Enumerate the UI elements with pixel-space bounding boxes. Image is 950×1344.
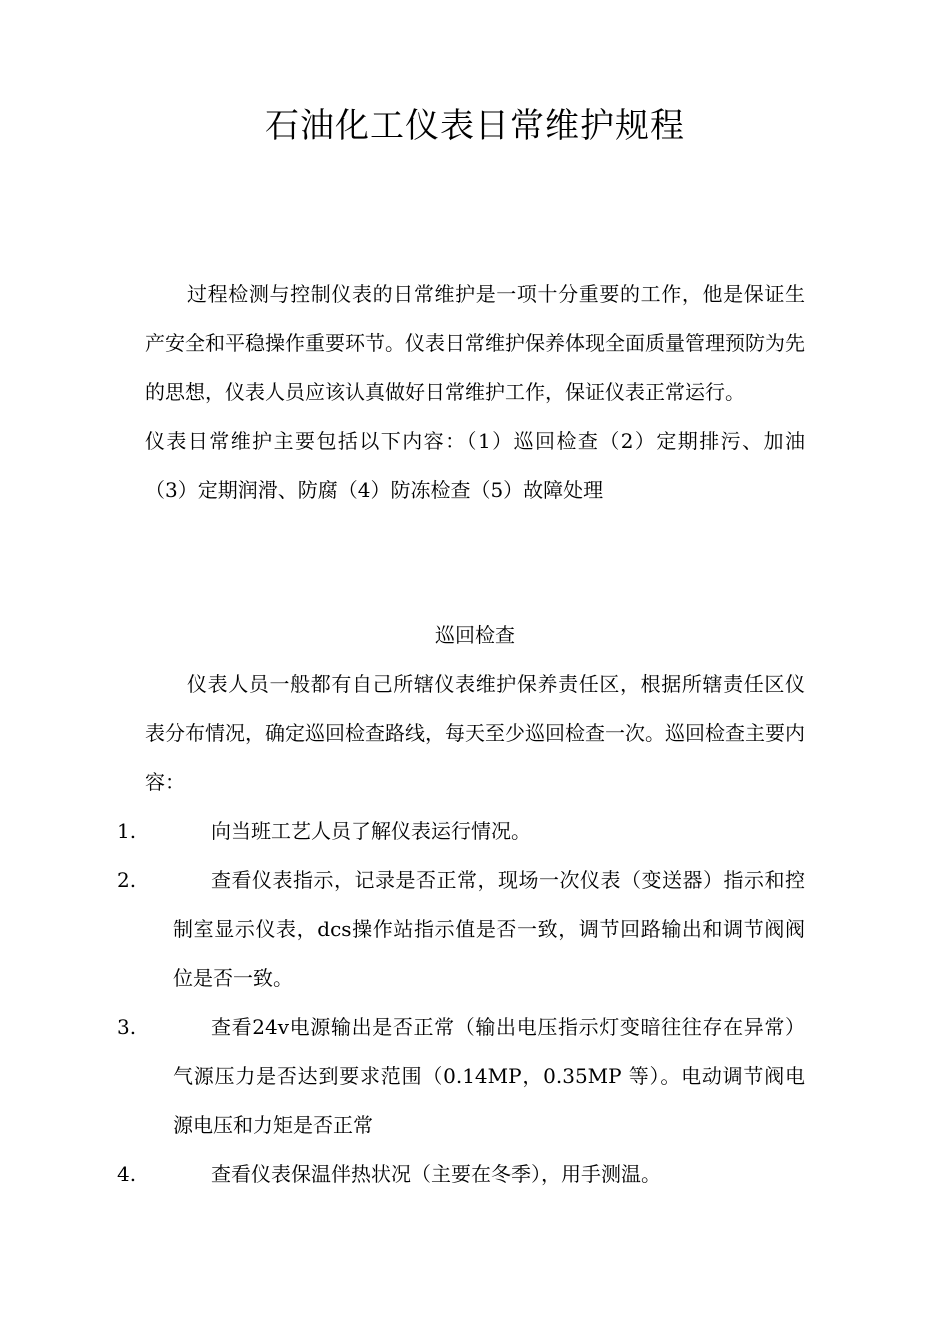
document-title: 石油化工仪表日常维护规程 (265, 106, 685, 146)
inspection-list (117, 807, 805, 1199)
list-text: 查看仪表指示，记录是否正常，现场一次仪表（变送器）指示和控制室显示仪表，dcs操作站指示值是否一致，调节回路输出和调节阀阀位是否一致。 (173, 868, 805, 990)
patrol-section (117, 611, 805, 1199)
contents-paragraph: 仪表日常维护主要包括以下内容：（1）巡回检查（2）定期排污、加油 （3）定期润滑、防腐（4）防冻检查（5）故障处理 (145, 429, 805, 502)
list-number: 2. (117, 868, 137, 892)
section-heading: 巡回检查 (435, 623, 515, 647)
intro-block (145, 270, 805, 515)
list-item (117, 856, 805, 1003)
list-item (117, 1003, 805, 1150)
list-item (117, 1150, 805, 1199)
list-number: 4. (117, 1162, 137, 1186)
list-text: 向当班工艺人员了解仪表运行情况。 (211, 819, 531, 843)
list-number: 1. (117, 819, 137, 843)
list-item (117, 807, 805, 856)
list-number: 3. (117, 1015, 137, 1039)
list-text: 查看仪表保温伴热状况（主要在冬季），用手测温。 (211, 1162, 661, 1186)
intro-paragraph: 过程检测与控制仪表的日常维护是一项十分重要的工作，他是保证生产安全和平稳操作重要环节。仪表日常维护保养体现全面质量管理预防为先的思想，仪表人员应该认真做好日常维护工作，保证仪表正常运行。 (145, 282, 805, 404)
section-paragraph: 仪表人员一般都有自己所辖仪表维护保养责任区，根据所辖责任区仪表分布情况，确定巡回检查路线，每天至少巡回检查一次。巡回检查主要内容： (145, 672, 805, 794)
list-text: 查看24v电源输出是否正常（输出电压指示灯变暗往往存在异常）气源压力是否达到要求范围（0.14MP，0.35MP 等）。电动调节阀电源电压和力矩是否正常 (173, 1015, 805, 1137)
